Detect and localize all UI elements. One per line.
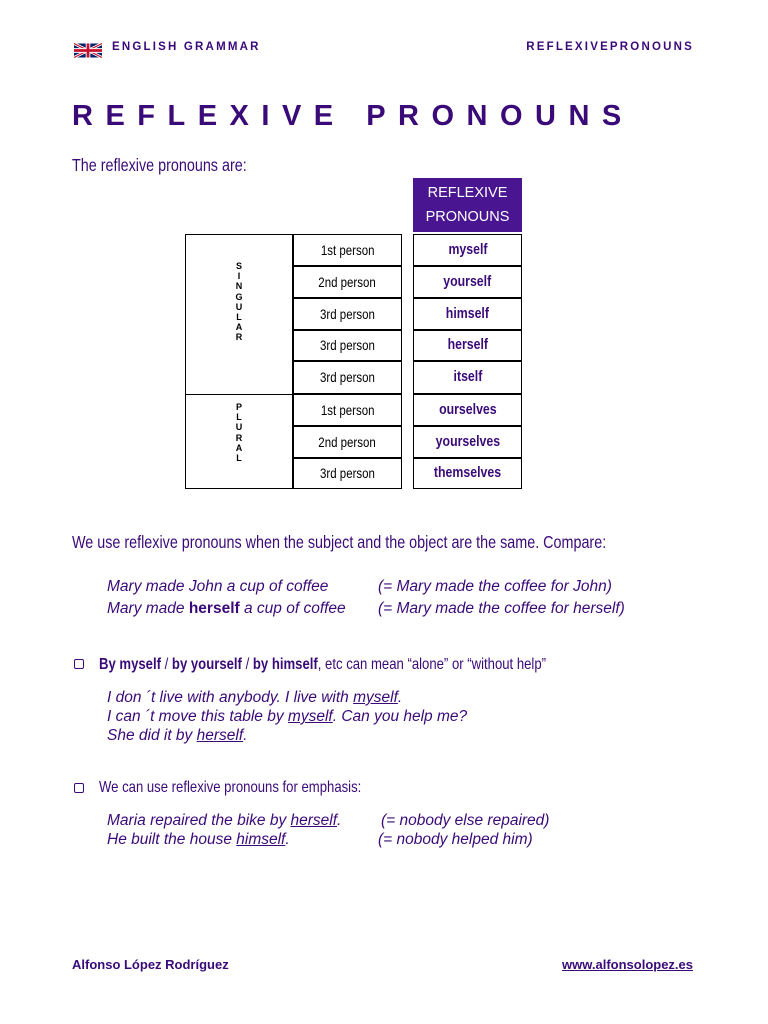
table-pronoun-cell: herself xyxy=(413,330,522,361)
table-pronoun-cell: ourselves xyxy=(413,394,522,426)
checkbox-icon xyxy=(74,659,84,669)
bullet1-example: I can ´t move this table by myself. Can you help me? xyxy=(107,708,468,725)
table-header xyxy=(413,178,522,232)
bullet2-text: We can use reflexive pronouns for emphasis: xyxy=(99,779,362,796)
bullet1-text: By myself / by yourself / by himself, etc can mean “alone” or “without help” xyxy=(99,656,547,673)
table-header-line2: PRONOUNS xyxy=(425,209,510,225)
bullet2-example: He built the house himself. xyxy=(107,831,290,848)
checkbox-icon xyxy=(74,783,84,793)
table-person-cell: 3rd person xyxy=(293,361,402,394)
bullet1-example: She did it by herself. xyxy=(107,727,248,744)
table-person-cell: 1st person xyxy=(293,394,402,426)
singular-label: S I N G U L A R xyxy=(235,261,243,343)
compare-line1-left: Mary made John a cup of coffee xyxy=(107,578,329,595)
table-person-cell: 2nd person xyxy=(293,426,402,458)
compare-line1-right: (= Mary made the coffee for John) xyxy=(378,578,612,595)
compare-line2-right: (= Mary made the coffee for herself) xyxy=(378,600,625,617)
intro-text: The reflexive pronouns are: xyxy=(72,155,247,175)
footer-author: Alfonso López Rodríguez xyxy=(72,957,229,972)
singular-label-cell xyxy=(185,234,293,395)
header-right-label: REFLEXIVEPRONOUNS xyxy=(526,41,694,53)
table-pronoun-cell: itself xyxy=(413,361,522,394)
table-pronoun-cell: themselves xyxy=(413,458,522,489)
table-pronoun-cell: myself xyxy=(413,234,522,266)
table-person-cell: 2nd person xyxy=(293,266,402,298)
table-pronoun-cell: yourself xyxy=(413,266,522,298)
bullet2-example: Maria repaired the bike by herself. xyxy=(107,812,342,829)
compare-line2-left: Mary made herself a cup of coffee xyxy=(107,600,346,617)
table-person-cell: 1st person xyxy=(293,234,402,266)
table-person-cell: 3rd person xyxy=(293,330,402,361)
footer-site-link[interactable] xyxy=(562,957,693,972)
uk-flag-icon xyxy=(74,43,102,58)
page-title: REFLEXIVE PRONOUNS xyxy=(72,100,634,132)
bullet2-example-note: (= nobody helped him) xyxy=(378,831,533,848)
bullet1-example: I don ´t live with anybody. I live with myself. xyxy=(107,689,403,706)
table-person-cell: 3rd person xyxy=(293,458,402,489)
table-person-cell: 3rd person xyxy=(293,298,402,330)
table-pronoun-cell: himself xyxy=(413,298,522,330)
plural-label-cell xyxy=(185,394,293,489)
header-left-label: ENGLISH GRAMMAR xyxy=(112,41,261,53)
usage-paragraph: We use reflexive pronouns when the subject and the object are the same. Compare: xyxy=(72,532,607,552)
footer-site-link-text[interactable]: www.alfonsolopez.es xyxy=(562,957,693,972)
plural-label: P L U R A L xyxy=(235,402,243,464)
bullet2-example-note: (= nobody else repaired) xyxy=(381,812,550,829)
table-header-line1: REFLEXIVE xyxy=(427,185,508,201)
table-pronoun-cell: yourselves xyxy=(413,426,522,458)
